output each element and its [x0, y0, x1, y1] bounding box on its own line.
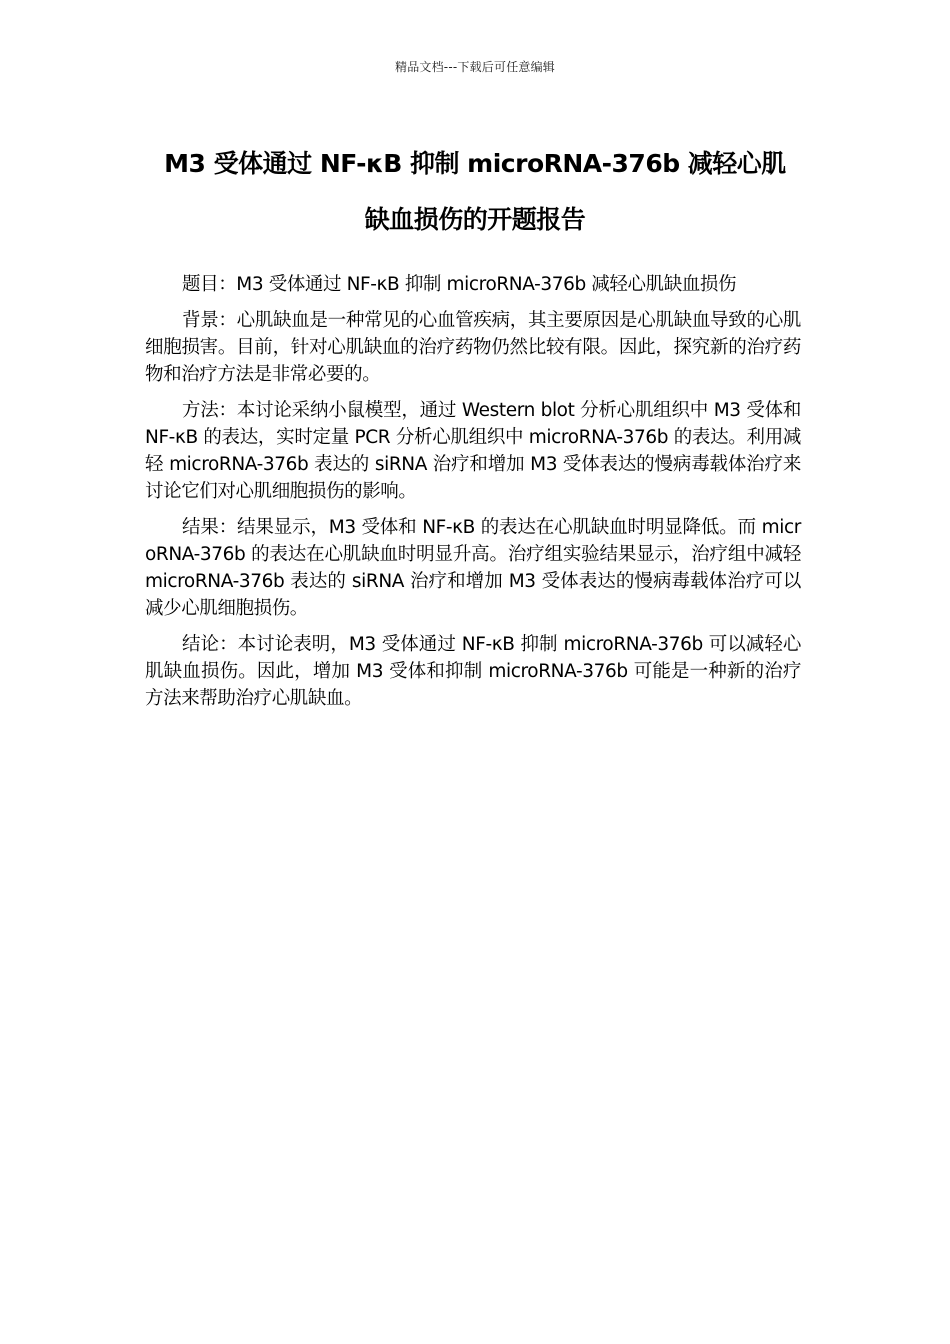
page-header: 精品文档---下载后可任意编辑 — [395, 60, 555, 74]
document-body — [145, 271, 801, 721]
paragraph-conclusion: 结论：本讨论表明，M3 受体通过 NF-κB 抑制 microRNA-376b 可以减轻心肌缺血损伤。因此，增加 M3 受体和抑制 microRNA-376b 可能是一种新的治疗方法来帮助治疗心肌缺血。 — [145, 634, 801, 709]
title-line-2: 缺血损伤的开题报告 — [364, 205, 586, 234]
document-title — [120, 136, 830, 248]
paragraph-background: 背景：心肌缺血是一种常见的心血管疾病，其主要原因是心肌缺血导致的心肌细胞损害。目前，针对心肌缺血的治疗药物仍然比较有限。因此，探究新的治疗药物和治疗方法是非常必要的。 — [145, 310, 801, 385]
paragraph-topic: 题目：M3 受体通过 NF-κB 抑制 microRNA-376b 减轻心肌缺血损伤 — [182, 274, 737, 295]
paragraph-results: 结果：结果显示，M3 受体和 NF-κB 的表达在心肌缺血时明显降低。而 microRNA-376b 的表达在心肌缺血时明显升高。治疗组实验结果显示，治疗组中减轻 microRNA-376b 表达的 siRNA 治疗和增加 M3 受体表达的慢病毒载体治疗可以减少心肌细胞损伤。 — [145, 517, 801, 619]
title-line-1: M3 受体通过 NF-κB 抑制 microRNA-376b 减轻心肌 — [164, 149, 786, 178]
paragraph-methods: 方法：本讨论采纳小鼠模型，通过 Western blot 分析心肌组织中 M3 受体和 NF-κB 的表达，实时定量 PCR 分析心肌组织中 microRNA-376b 的表达。利用减轻 microRNA-376b 表达的 siRNA 治疗和增加 M3 受体表达的慢病毒载体治疗来讨论它们对心肌细胞损伤的影响。 — [145, 400, 801, 502]
